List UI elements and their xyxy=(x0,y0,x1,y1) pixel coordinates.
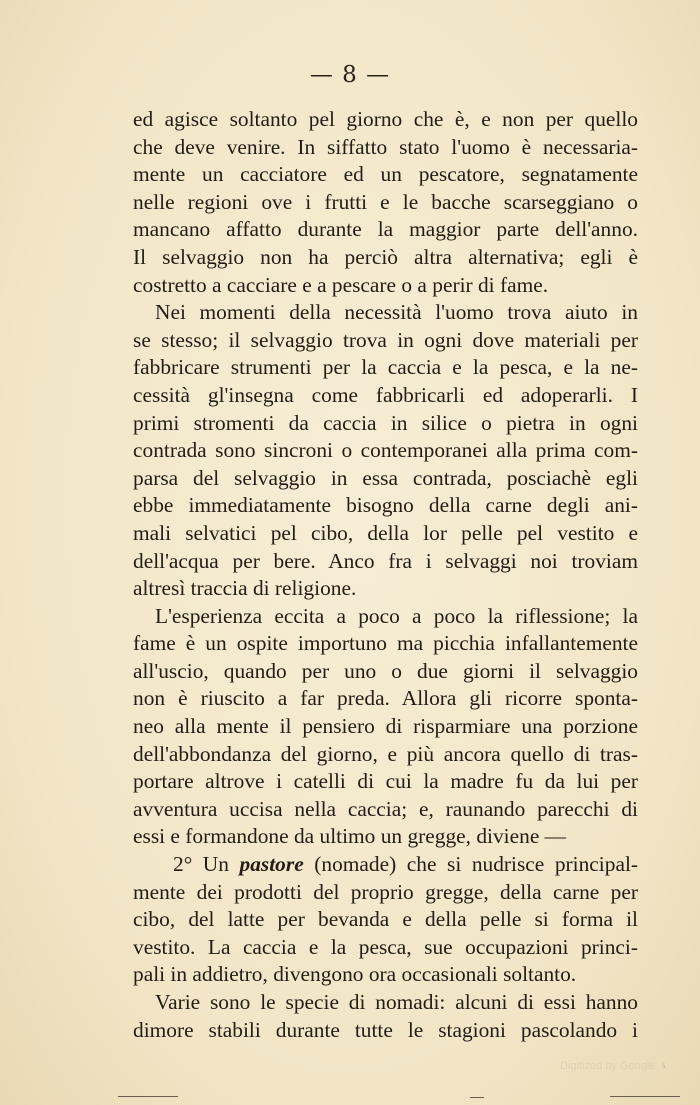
text-line: Il selvaggio non ha perciò altra alternativa; egli è xyxy=(133,244,638,269)
text-line: neo alla mente il pensiero di risparmiare una porzione xyxy=(133,714,638,739)
pastore-suffix: (nomade) che si nudrisce principal- xyxy=(303,852,639,877)
text-line: ebbe immediatamente bisogno della carne degli ani- xyxy=(133,493,638,518)
text-line: essi e formandone da ultimo un gregge, diviene — xyxy=(133,824,567,849)
text-line: costretto a cacciare e a pescare o a perir di fame. xyxy=(133,272,549,297)
text-line: che deve venire. In siffatto stato l'uomo è necessaria- xyxy=(133,134,638,159)
text-line: mancano affatto durante la maggior parte dell'anno. xyxy=(133,217,638,242)
page-number: — 8 — xyxy=(309,62,391,88)
text-line: pali in addietro, divengono ora occasionali soltanto. xyxy=(133,962,577,987)
text-line: mente un cacciatore ed un pescatore, segnatamente xyxy=(133,162,638,187)
body-text xyxy=(133,106,638,1044)
text-line: portare altrove i catelli di cui la madre fu da lui per xyxy=(133,769,638,794)
text-line: mali selvatici pel cibo, della lor pelle pel vestito e xyxy=(133,520,638,545)
digitization-watermark: Digitized by Google xyxy=(560,1060,656,1072)
text-line: fabbricare strumenti per la caccia e la pesca, e la ne- xyxy=(133,355,638,380)
text-line: nelle regioni ove i frutti e le bacche scarseggiano o xyxy=(133,189,638,214)
pastore-word: pastore xyxy=(239,852,304,877)
text-line: avventura uccisa nella caccia; e, raunando parecchi di xyxy=(133,796,638,821)
text-line: Nei momenti della necessità l'uomo trova aiuto in xyxy=(155,300,638,325)
text-line: primi stromenti da caccia in silice o pietra in ogni xyxy=(133,410,638,435)
text-line: L'esperienza eccita a poco a poco la riflessione; la xyxy=(155,603,638,628)
text-line: mente dei prodotti del proprio gregge, della carne per xyxy=(133,879,638,904)
text-line: fame è un ospite importuno ma picchia infallantemente xyxy=(133,631,638,656)
corner-mark: ˢ xyxy=(662,1060,666,1076)
text-line: dell'acqua per bere. Anco fra i selvaggi noi troviam xyxy=(133,548,638,573)
text-line: non è riuscito a far preda. Allora gli ricorre sponta- xyxy=(133,686,638,711)
bottom-rule-left xyxy=(118,1096,178,1097)
pastore-prefix: 2° Un xyxy=(173,852,240,877)
text-line: all'uscio, quando per uno o due giorni il selvaggio xyxy=(133,658,638,683)
text-line: se stesso; il selvaggio trova in ogni dove materiali per xyxy=(133,327,638,352)
text-line: parsa del selvaggio in essa contrada, posciachè egli xyxy=(133,465,638,490)
text-line: vestito. La caccia e la pesca, sue occupazioni princi- xyxy=(133,934,638,959)
text-line: altresì traccia di religione. xyxy=(133,576,357,601)
text-line: ed agisce soltanto pel giorno che è, e non per quello xyxy=(133,107,638,131)
text-line: cessità gl'insegna come fabbricarli ed adoperarli. I xyxy=(133,382,638,407)
bottom-rule-tick xyxy=(470,1097,484,1098)
text-line: Varie sono le specie di nomadi: alcuni di essi hanno xyxy=(155,990,638,1014)
text-line-pastore xyxy=(133,851,638,879)
text-line: dimore stabili durante tutte le stagioni pascolando i xyxy=(133,1017,638,1042)
text-line: dell'abbondanza del giorno, e più ancora quello di tras- xyxy=(133,741,638,766)
bottom-rule-right xyxy=(610,1096,680,1097)
text-line: contrada sono sincroni o contemporanei alla prima com- xyxy=(133,438,638,463)
text-line: cibo, del latte per bevanda e della pelle si forma il xyxy=(133,907,638,932)
